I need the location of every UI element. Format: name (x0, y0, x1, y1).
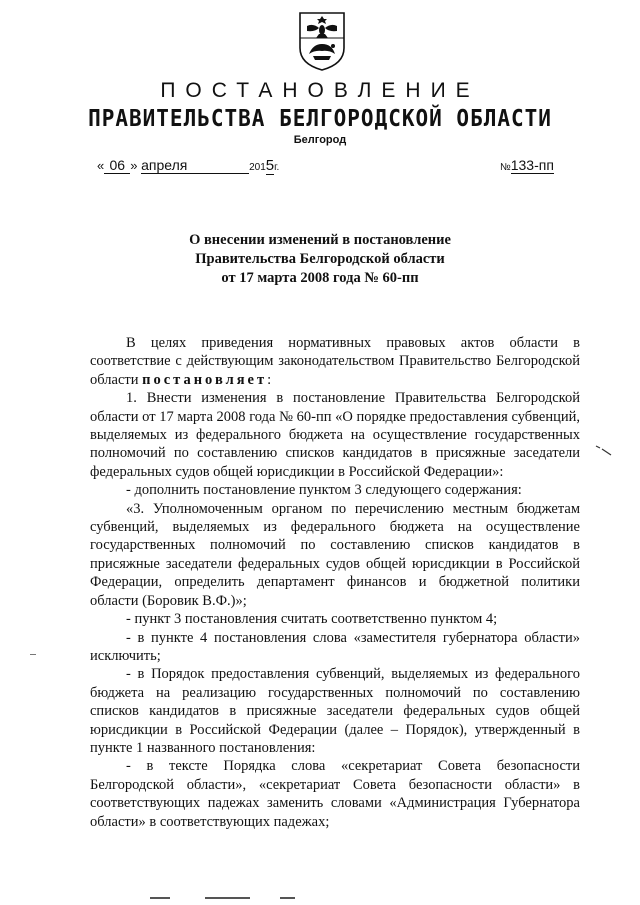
footer-scan-mark (280, 897, 295, 899)
belgorod-region-coat-of-arms-icon (297, 10, 347, 72)
body-paragraph-bullet: - пункт 3 постановления считать соответственно пунктом 4; (126, 611, 498, 628)
document-type-title: ПОСТАНОВЛЕНИЕ (160, 79, 480, 102)
date-year-suffix: 5 (265, 157, 275, 174)
margin-dash-mark (30, 654, 36, 655)
body-paragraph-item-1: 1. Внести изменения в постановление Правительства Белгородской области от 17 марта 2008 года № 60-пп «О порядке предоставления субвенций, выделяемых из федерального бюджета на осуществление государственных полномочий по составлению списков кандидатов в присяжные заседатели федеральных судов общей юрисдикции в Российской Федерации»: (90, 390, 580, 480)
body-paragraph-bullet: - в Порядок предоставления субвенций, выделяемых из федерального бюджета на реализацию государственных полномочий по составлению списков кандидатов в присяжные заседатели федеральных судов общей юрисдикции в Российской Федерации (далее – Порядок), утвержденный в пункте 1 названного постановления: (90, 666, 580, 756)
body-paragraph-quote: «3. Уполномоченным органом по перечислению местным бюджетам субвенций, выделяемых из федерального бюджета на осуществление государственных полномочий по составлению списков кандидатов в присяжные заседатели федеральных судов общей юрисдикции в Российской Федерации, определить департамент финансов и бюджетной политики области (Боровик В.Ф.)»; (90, 500, 580, 609)
issuing-authority: ПРАВИТЕЛЬСТВА БЕЛГОРОДСКОЙ ОБЛАСТИ (88, 104, 552, 132)
resolves-word: постановляет (142, 371, 268, 388)
date-month: апреля (141, 157, 249, 174)
date-day: 06 (104, 157, 130, 174)
date-close-quote: » (130, 158, 138, 173)
footer-scan-mark (205, 897, 250, 899)
document-number (500, 157, 554, 173)
document-subject (0, 231, 640, 288)
date-open-quote: « (97, 158, 105, 173)
footer-scan-mark (150, 897, 170, 899)
document-date (97, 157, 279, 174)
date-year-abbr: г. (274, 162, 280, 173)
preamble-end: : (267, 371, 272, 388)
subject-line: О внесении изменений в постановление (189, 232, 451, 248)
city-name: Белгород (293, 134, 347, 146)
body-paragraph-bullet: - в пункте 4 постановления слова «заместителя губернатора области» исключить; (90, 629, 580, 664)
document-body (90, 334, 580, 831)
date-year-prefix: 201 (249, 162, 266, 173)
body-paragraph-preamble (90, 334, 580, 389)
preamble-text: В целях приведения нормативных правовых актов области в соответствие с действующим законодательством Правительство Белгородской области (90, 335, 580, 388)
margin-check-mark-icon (594, 443, 614, 457)
body-paragraph-bullet: - в тексте Порядка слова «секретариат Совета безопасности Белгородской области», «секретариат Совета безопасности области» в соответствующих падежах заменить словами «Администрация Губернатора области» в соответствующих падежах; (90, 758, 580, 830)
subject-line: Правительства Белгородской области (195, 251, 445, 267)
subject-line: от 17 марта 2008 года № 60-пп (221, 270, 419, 286)
number-sign: № (500, 162, 511, 173)
body-paragraph-bullet: - дополнить постановление пунктом 3 следующего содержания: (126, 482, 522, 499)
number-value: 133-пп (510, 157, 554, 173)
